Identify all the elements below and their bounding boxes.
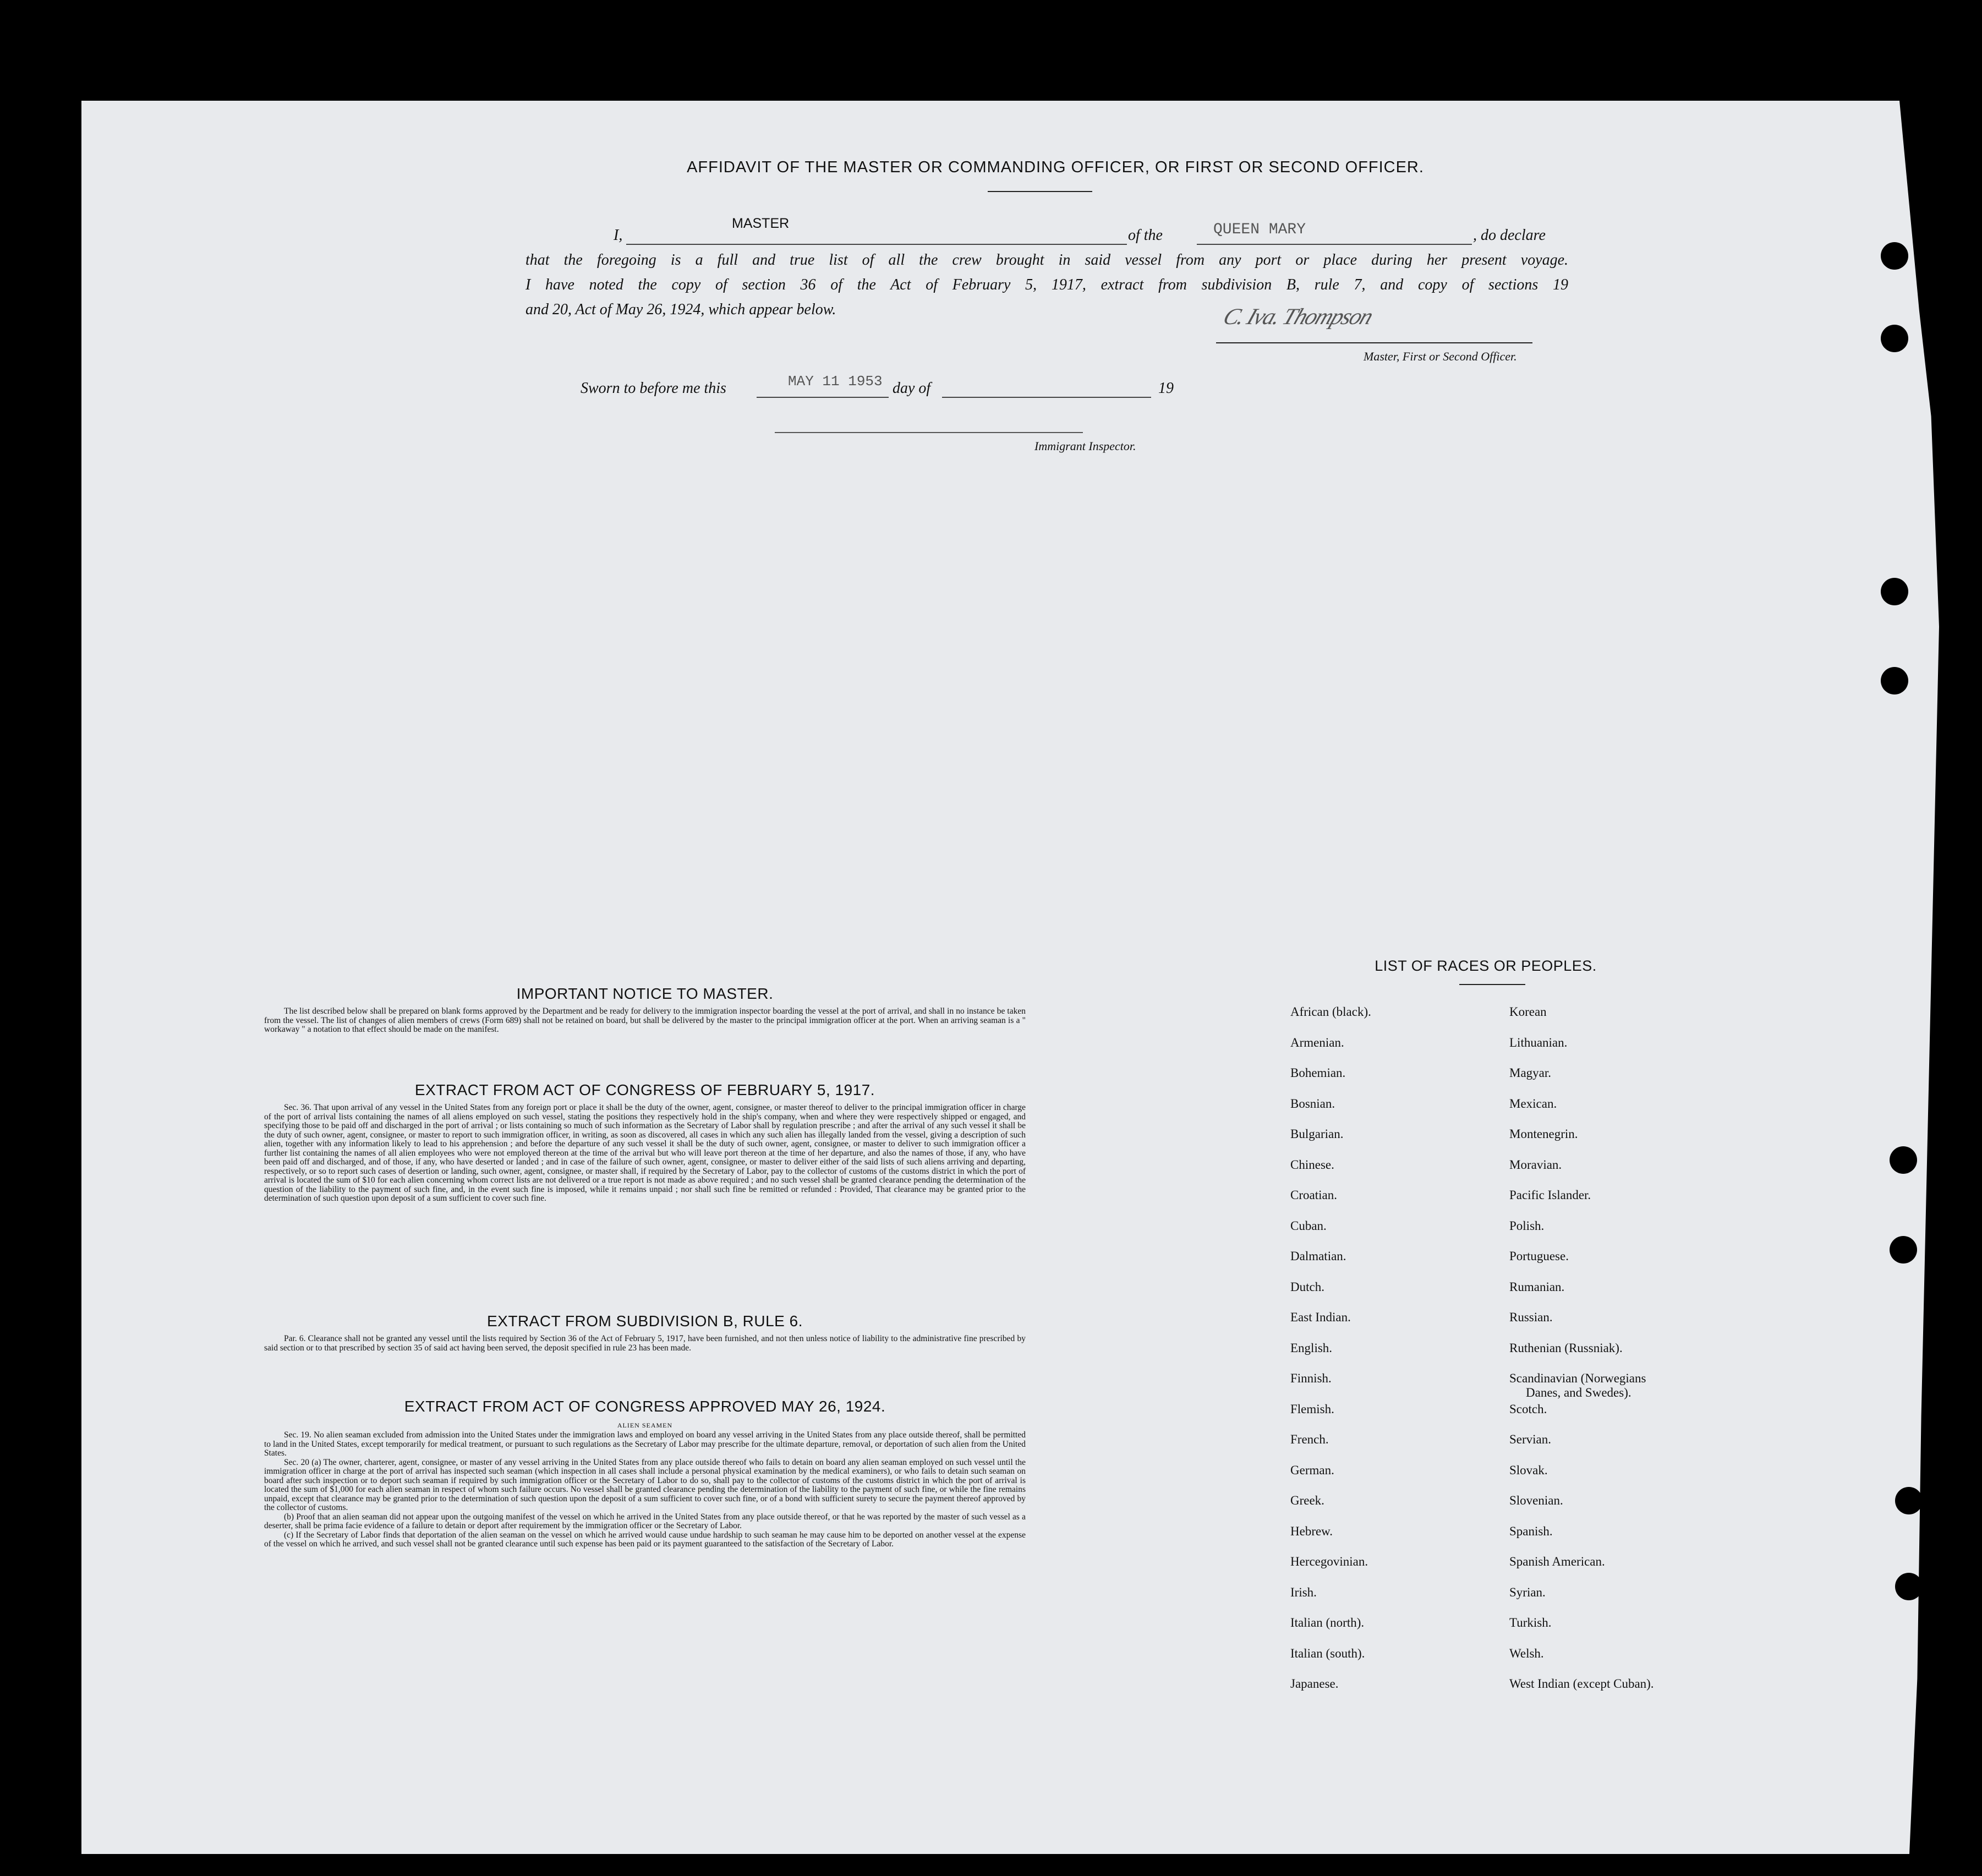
- race-item: Turkish.: [1509, 1616, 1552, 1629]
- race-item: German.: [1290, 1463, 1334, 1477]
- race-item: Italian (north).: [1290, 1616, 1365, 1629]
- races-title: LIST OF RACES OR PEOPLES.: [1375, 958, 1597, 974]
- subdivision-text: [264, 1334, 1026, 1353]
- extract-1917-text: [264, 1103, 1026, 1204]
- race-item: Korean: [1509, 1005, 1547, 1019]
- extract-1924-text: [264, 1431, 1026, 1549]
- subdivision-title: EXTRACT FROM SUBDIVISION B, RULE 6.: [487, 1312, 803, 1330]
- alien-seamen-subtitle: ALIEN SEAMEN: [617, 1421, 673, 1429]
- punch-hole: [1895, 1573, 1923, 1600]
- sec-20c-paragraph: (c) If the Secretary of Labor finds that deportation of the alien seaman on the vessel on which he arrived would cause undue hardship to such seaman he may cause him to be deported on another vessel at the expense of the vessel on which he arrived, and such vessel shall not be granted clearance until such expense has been paid or its payment guaranteed to the satisfaction of the Secretary of Labor.: [264, 1530, 1026, 1549]
- race-item: Welsh.: [1509, 1646, 1544, 1660]
- race-item: Slovak.: [1509, 1463, 1548, 1477]
- affidavit-line-2: that the foregoing is a full and true list of all the crew brought in said vessel from any port or place during her present voyage.: [525, 251, 1568, 269]
- race-item: Pacific Islander.: [1509, 1188, 1591, 1202]
- affidavit-line-3: I have noted the copy of section 36 of the Act of February 5, 1917, extract from subdivision B, rule 7, and copy of sections 19: [525, 276, 1568, 293]
- race-item: Dalmatian.: [1290, 1249, 1346, 1263]
- punch-hole: [1881, 578, 1908, 605]
- affidavit-title: AFFIDAVIT OF THE MASTER OR COMMANDING OFFICER, OR FIRST OR SECOND OFFICER.: [687, 158, 1424, 176]
- month-field: [942, 377, 1151, 398]
- race-item: Cuban.: [1290, 1218, 1327, 1233]
- race-item: Syrian.: [1509, 1585, 1546, 1599]
- do-declare-label: , do declare: [1473, 227, 1546, 244]
- sec-20a-paragraph: Sec. 20 (a) The owner, charterer, agent, consignee, or master of any vessel arriving in the United States from any place outside thereof who fails to detain on board any alien seaman employed on such vessel until the immigration officer in charge at the port of arrival has inspected such seaman (which inspection in all cases shall include a personal physical examination by the medical examiners), or who fails to detain such seaman on board after such inspection or to deport such seaman if required by such immigration officer or the Secretary of Labor to do so, shall pay to the collector of customs of the customs district in which the port of arrival is located the sum of $1,000 for each alien seaman in respect of whom such failure occurs. No vessel shall be granted clearance pending the determination of the liability to the payment of such fine, or while the fine remains unpaid, except that clearance may be granted prior to the determination of such question upon the deposit of a sum sufficient to cover such fine, or of a bond with sufficient surety to secure the payment thereof approved by the collector of customs.: [264, 1457, 1026, 1512]
- notice-text: [264, 1007, 1026, 1035]
- race-item: Ruthenian (Russniak).: [1509, 1341, 1623, 1355]
- master-name-field: [626, 223, 1127, 245]
- race-item: Polish.: [1509, 1218, 1545, 1233]
- race-item: Croatian.: [1290, 1188, 1337, 1202]
- race-item: Armenian.: [1290, 1035, 1344, 1049]
- title-underline: [988, 191, 1092, 192]
- of-the-label: of the: [1128, 227, 1163, 244]
- race-item: Servian.: [1509, 1432, 1552, 1446]
- scandinavian-continued: Danes, and Swedes).: [1526, 1386, 1631, 1399]
- notice-title: IMPORTANT NOTICE TO MASTER.: [516, 985, 774, 1002]
- signature-caption: Master, First or Second Officer.: [1364, 349, 1517, 363]
- race-item: Dutch.: [1290, 1279, 1324, 1294]
- signature: C. Iva. Thompson: [1219, 304, 1376, 330]
- punch-hole: [1881, 667, 1908, 694]
- race-item: Scandinavian (Norwegians: [1509, 1371, 1646, 1385]
- race-item: Flemish.: [1290, 1402, 1334, 1416]
- race-item: Hebrew.: [1290, 1524, 1333, 1538]
- race-item: Irish.: [1290, 1585, 1317, 1599]
- race-item: Bosnian.: [1290, 1096, 1335, 1111]
- race-item: African (black).: [1290, 1005, 1371, 1019]
- race-item: Spanish.: [1509, 1524, 1553, 1538]
- race-item: Montenegrin.: [1509, 1127, 1578, 1141]
- document-page: [81, 101, 1870, 1854]
- race-item: Portuguese.: [1509, 1249, 1569, 1263]
- race-item: Chinese.: [1290, 1157, 1334, 1172]
- race-item: Slovenian.: [1509, 1494, 1563, 1507]
- inspector-caption: Immigrant Inspector.: [1034, 439, 1136, 453]
- sworn-date-stamp: MAY 11 1953: [788, 373, 883, 390]
- punch-hole: [1881, 242, 1908, 270]
- race-item: Bohemian.: [1290, 1066, 1346, 1080]
- punch-hole: [1881, 325, 1908, 352]
- i-label: I,: [614, 227, 623, 244]
- punch-hole: [1890, 1236, 1917, 1264]
- vessel-value: QUEEN MARY: [1213, 221, 1306, 238]
- punch-hole: [1890, 1146, 1917, 1174]
- race-item: Lithuanian.: [1509, 1035, 1568, 1049]
- race-item: Moravian.: [1509, 1157, 1562, 1172]
- extract-1917-paragraph: Sec. 36. That upon arrival of any vessel in the United States from any foreign port or place it shall be the duty of the owner, agent, consignee, or master thereof to deliver to the principal immigration officer in charge of the port of arrival lists containing the names of all aliens employed on such vessel, stating the positions they respectively hold in the ship's company, when and where they were respectively shipped or engaged, and specifying those to be paid off and discharged in the port of arrival ; or lists containing so much of such information as the Secretary of Labor shall by regulation prescribe ; and after the arrival of any such vessel it shall be the duty of such owner, agent, consignee, or master to report to such immigration officer, in writing, as soon as discovered, all cases in which any such alien has illegally landed from the vessel, giving a description of such alien, together with any information likely to lead to his apprehension ; and before the departure of any such vessel it shall be the duty of such owner, agent, consignee, or master to deliver to such immigration officer a further list containing the names of all alien employees who were not employed thereon at the time of the arrival but who will leave port thereon at the time of her departure, and also the names of those, if any, who have been paid off and discharged, and of those, if any, who have deserted or landed ; and in case of the failure of such owner, agent, consignee, or master to deliver either of the said lists of such aliens arriving and departing, respectively, or so to report such cases of desertion or landing, such owner, agent, consignee, or master shall, if required by the Secretary of Labor, pay to the collector of customs of the customs district in which the port of arrival is located the sum of $10 for each alien concerning whom correct lists are not delivered or a true report is not made as above required ; and no such vessel shall be granted clearance pending the determination of the question of the liability to the payment of such fine, and, in the event such fine is imposed, while it remains unpaid ; nor shall such fine be remitted or refunded : Provided, That clearance may be granted prior to the determination of such question upon deposit of a sum sufficient to cover such fine.: [264, 1103, 1026, 1203]
- inspector-signature-line: [775, 432, 1083, 433]
- race-item: Italian (south).: [1290, 1646, 1365, 1660]
- sec-20b-paragraph: (b) Proof that an alien seaman did not appear upon the outgoing manifest of the vessel on which he arrived in the United States from any place outside thereof, or that he was reported by the master of such vessel as a deserter, shall be prima facie evidence of a failure to detain or deport after requirement by the immigration officer or the Secretary of Labor.: [264, 1512, 1026, 1530]
- race-item: Rumanian.: [1509, 1279, 1565, 1294]
- sworn-label: Sworn to before me this: [581, 380, 726, 397]
- race-item: Finnish.: [1290, 1371, 1332, 1385]
- race-item: Scotch.: [1509, 1402, 1547, 1416]
- extract-1917-title: EXTRACT FROM ACT OF CONGRESS OF FEBRUARY 5, 1917.: [414, 1081, 875, 1098]
- race-item: French.: [1290, 1432, 1329, 1446]
- signature-line: [1216, 342, 1532, 343]
- race-item: English.: [1290, 1341, 1333, 1355]
- sec-19-paragraph: Sec. 19. No alien seaman excluded from admission into the United States under the immigration laws and employed on board any vessel arriving in the United States from any place outside thereof, shall be permitted to land in the United States, except temporarily for medical treatment, or pursuant to such regulations as the Secretary of Labor may prescribe for the ultimate departure, removal, or deportation of such alien from the United States.: [264, 1430, 1026, 1458]
- race-item: East Indian.: [1290, 1310, 1351, 1324]
- race-item: Japanese.: [1290, 1677, 1339, 1691]
- master-value: MASTER: [732, 216, 790, 231]
- affidavit-line-4: and 20, Act of May 26, 1924, which appear below.: [525, 301, 836, 318]
- race-item: Greek.: [1290, 1494, 1324, 1507]
- race-item: Mexican.: [1509, 1096, 1557, 1111]
- races-title-underline: [1459, 984, 1525, 985]
- punch-hole: [1895, 1487, 1923, 1514]
- race-item: Magyar.: [1509, 1066, 1552, 1080]
- race-item: Bulgarian.: [1290, 1127, 1344, 1141]
- year-prefix: 19: [1158, 380, 1174, 397]
- subdivision-paragraph: Par. 6. Clearance shall not be granted any vessel until the lists required by Section 36 of the Act of February 5, 1917, have been furnished, and not then unless notice of liability to the administrative fine prescribed by said section or to that prescribed by section 35 of said act having been served, the deposit specified in rule 23 has been made.: [264, 1334, 1026, 1353]
- race-item: Spanish American.: [1509, 1555, 1605, 1568]
- race-item: Hercegovinian.: [1290, 1555, 1368, 1568]
- race-item: West Indian (except Cuban).: [1509, 1677, 1654, 1691]
- day-of-label: day of: [893, 380, 931, 397]
- race-item: Russian.: [1509, 1310, 1553, 1324]
- extract-1924-title: EXTRACT FROM ACT OF CONGRESS APPROVED MAY 26, 1924.: [404, 1398, 886, 1415]
- notice-paragraph: The list described below shall be prepared on blank forms approved by the Department and be ready for delivery to the immigration inspector boarding the vessel at the port of arrival, and shall in no instance be taken from the vessel. The list of changes of alien members of crews (Form 689) shall not be retained on board, but shall be delivered by the master to the principal immigration officer at the port. When an arriving seaman is a " workaway " a notation to that effect should be made on the manifest.: [264, 1007, 1026, 1034]
